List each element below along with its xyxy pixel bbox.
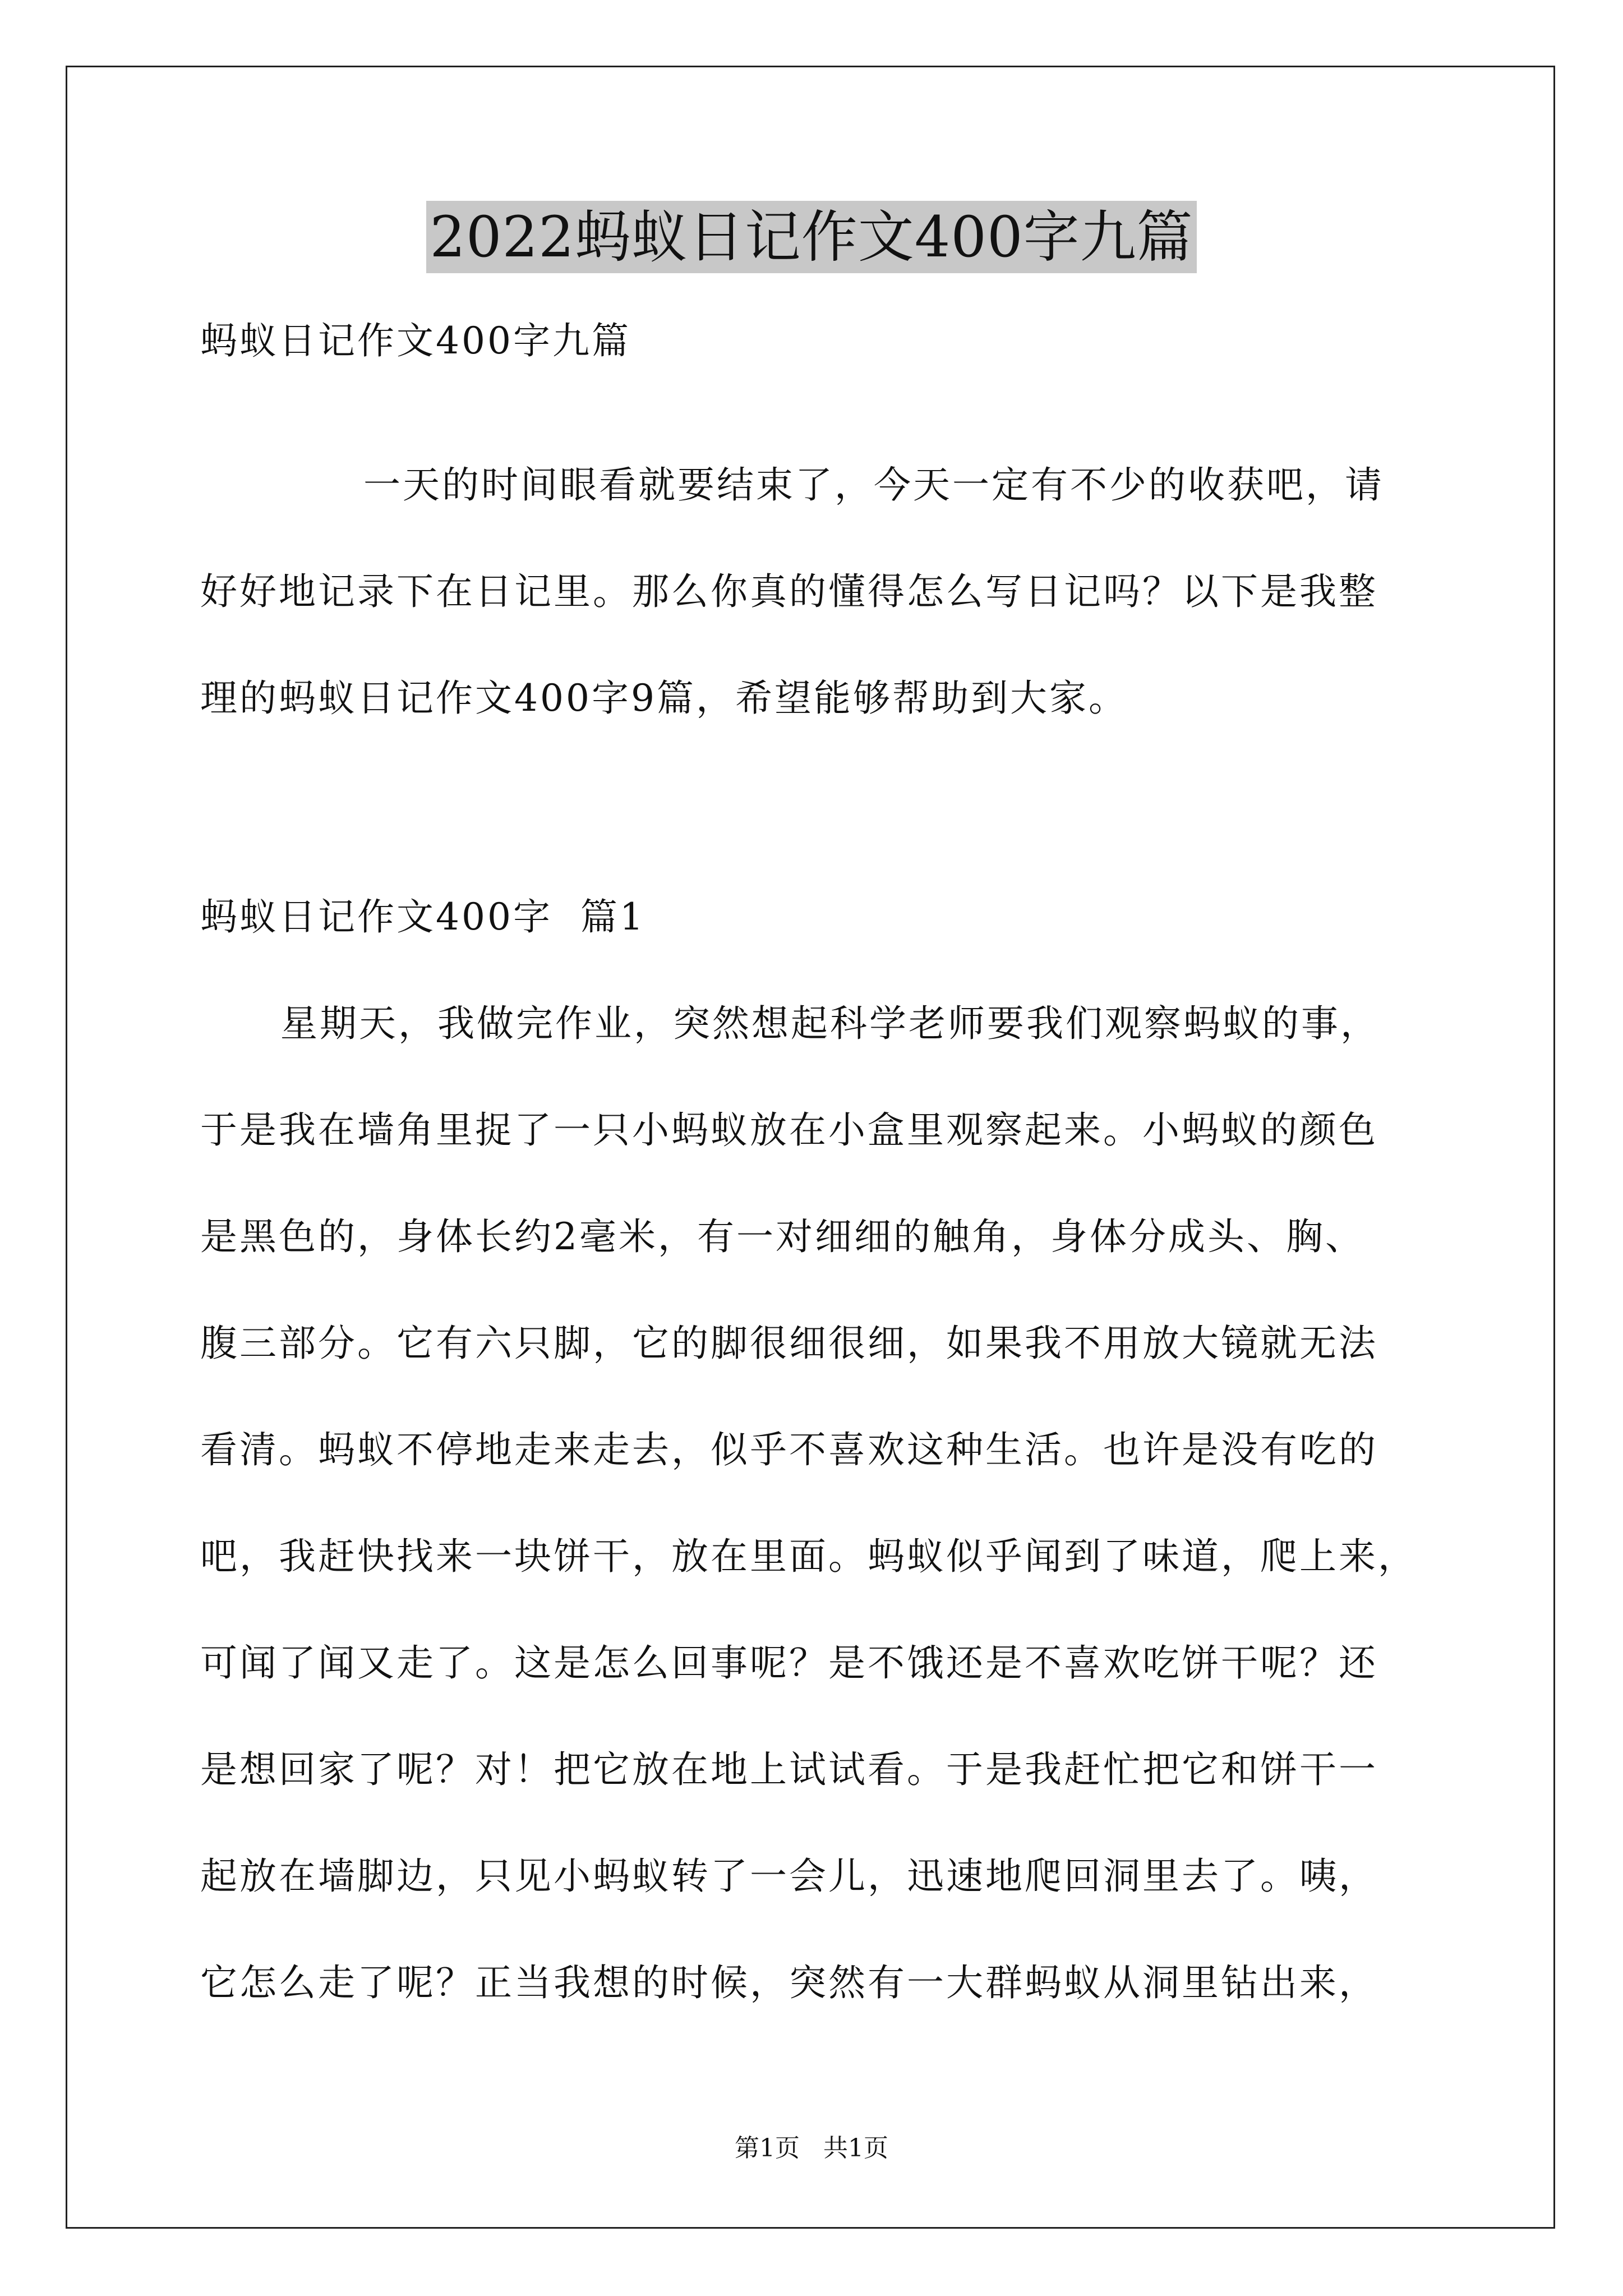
body-line: 起放在墙脚边，只见小蚂蚁转了一会儿，迅速地爬回洞里去了。咦，: [200, 1855, 1378, 1898]
document-title: [0, 195, 1623, 279]
body-line: 星期天，我做完作业，突然想起科学老师要我们观察蚂蚁的事，: [280, 1002, 1380, 1045]
intro-line: 一天的时间眼看就要结束了，今天一定有不少的收获吧，请: [363, 463, 1384, 507]
body-line: 吧，我赶快找来一块饼干，放在里面。蚂蚁似乎闻到了味道，爬上来，: [200, 1535, 1417, 1578]
body-line: 腹三部分。它有六只脚，它的脚很细很细，如果我不用放大镜就无法: [200, 1322, 1378, 1365]
document-title-text: 2022蚂蚁日记作文400字九篇: [426, 201, 1196, 273]
body-line: 是想回家了呢？对！把它放在地上试试看。于是我赶忙把它和饼干一: [200, 1748, 1378, 1791]
document-subtitle: 蚂蚁日记作文400字九篇: [200, 319, 631, 362]
page-footer: 第1页 共1页: [735, 2134, 888, 2162]
body-line: 它怎么走了呢？正当我想的时候，突然有一大群蚂蚁从洞里钻出来，: [200, 1961, 1378, 2004]
section-heading: 蚂蚁日记作文400字 篇1: [200, 895, 645, 938]
body-line: 看清。蚂蚁不停地走来走去，似乎不喜欢这种生活。也许是没有吃的: [200, 1428, 1378, 1471]
intro-line: 好好地记录下在日记里。那么你真的懂得怎么写日记吗？以下是我整: [200, 570, 1378, 613]
intro-line: 理的蚂蚁日记作文400字9篇，希望能够帮助到大家。: [200, 677, 1128, 720]
body-line: 是黑色的，身体长约2毫米，有一对细细的触角，身体分成头、胸、: [200, 1215, 1364, 1258]
body-line: 可闻了闻又走了。这是怎么回事呢？是不饿还是不喜欢吃饼干呢？还: [200, 1641, 1378, 1685]
body-line: 于是我在墙角里捉了一只小蚂蚁放在小盒里观察起来。小蚂蚁的颜色: [200, 1108, 1378, 1152]
